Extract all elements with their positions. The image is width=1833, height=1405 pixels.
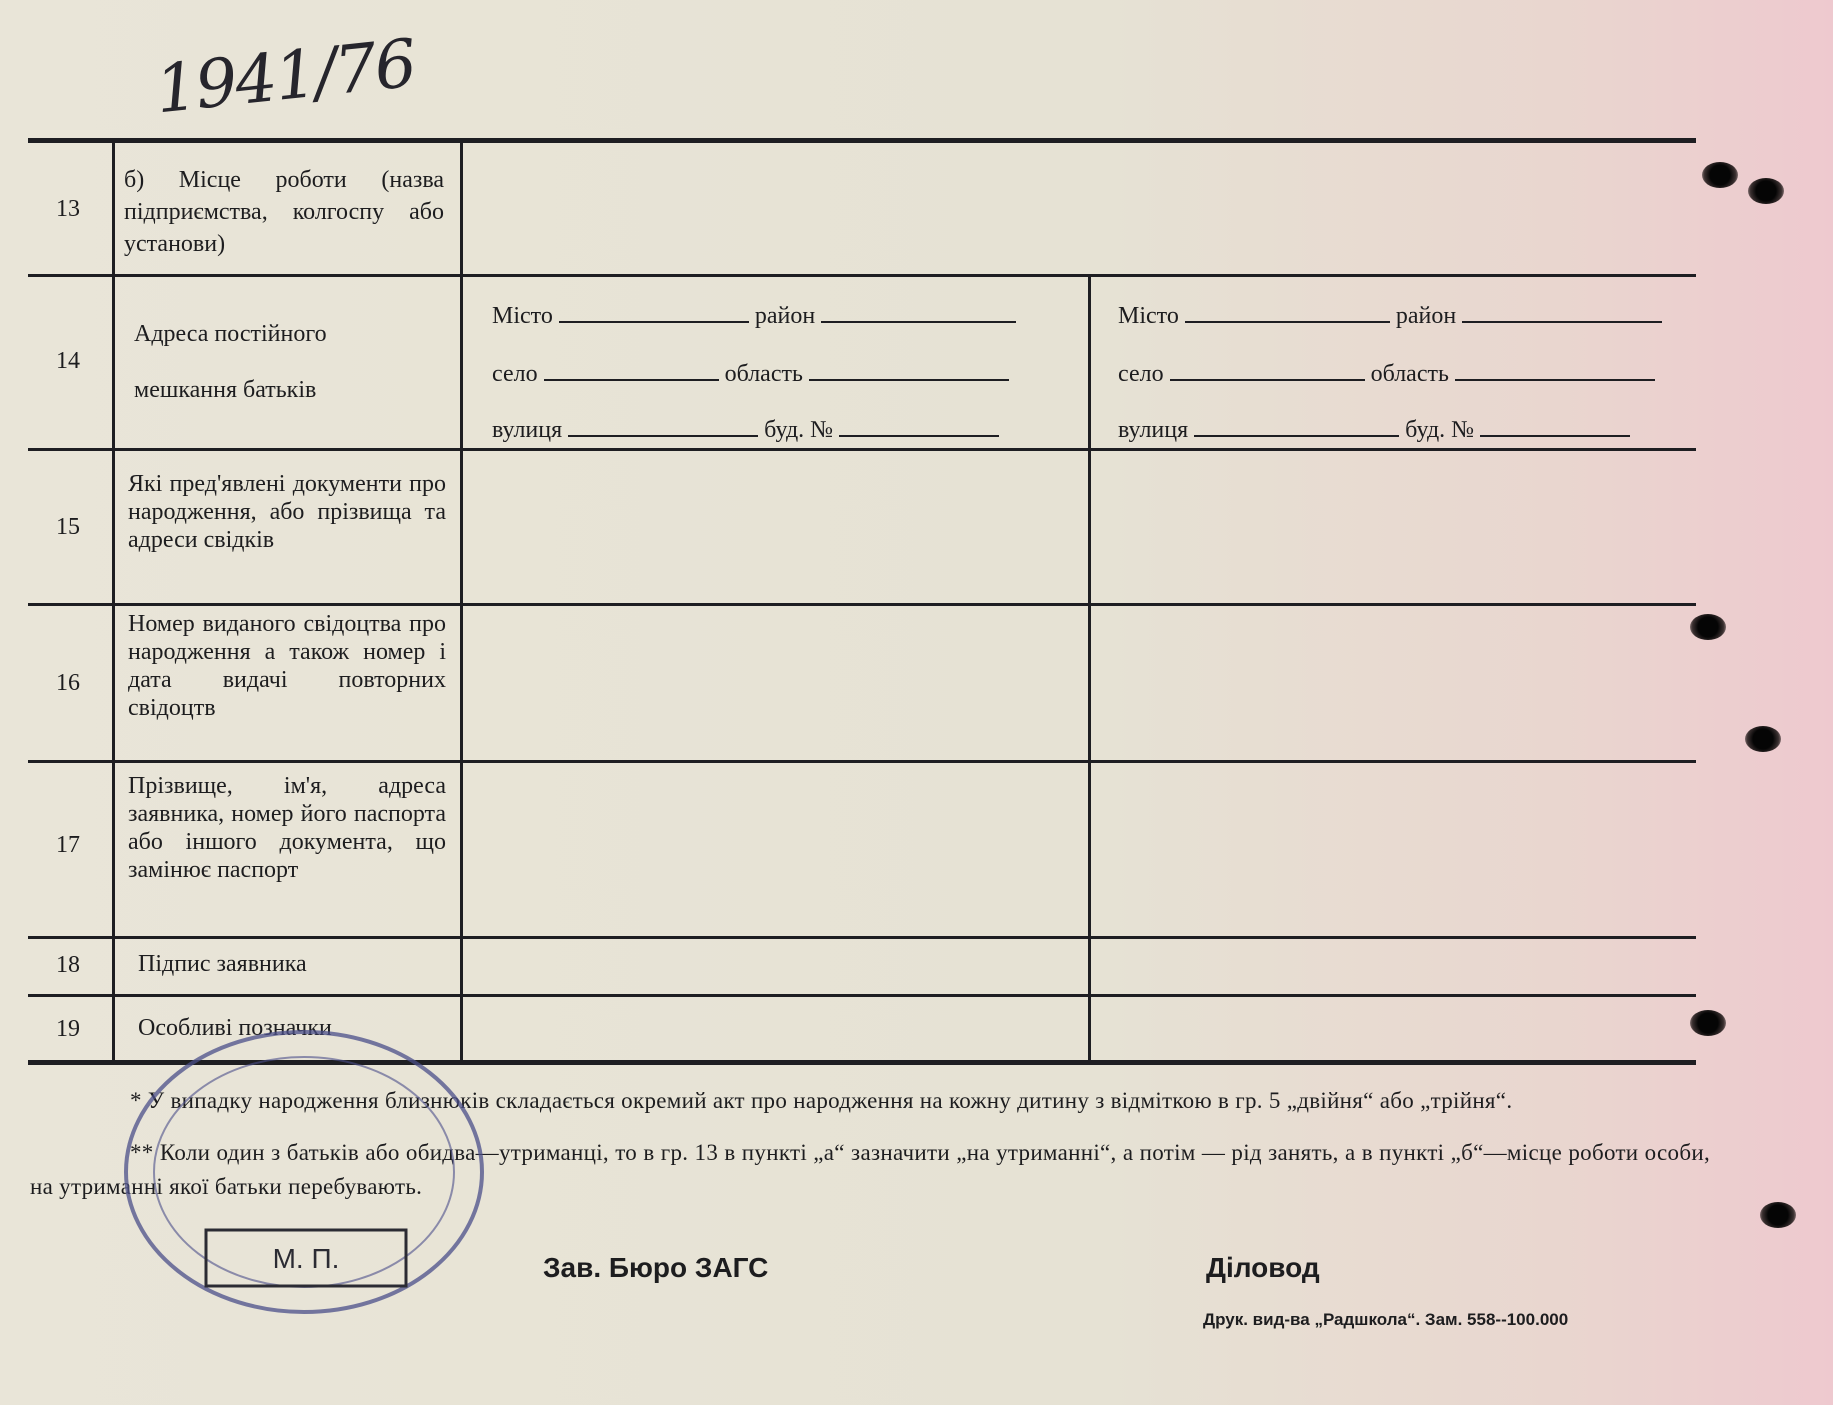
address-line-street-2 — [1118, 417, 1630, 444]
row-number-14: 14 — [56, 348, 80, 374]
village-blank-2[interactable] — [1170, 365, 1365, 381]
row-rule-13 — [28, 274, 1696, 277]
address-line-city-2 — [1118, 303, 1662, 330]
street-blank-1[interactable] — [568, 421, 758, 437]
row-label-14-line1: Адреса постійного — [134, 321, 327, 347]
district-label-2: район — [1395, 303, 1457, 329]
binding-hole — [1760, 1202, 1796, 1228]
stamp-label: М. П. — [272, 1243, 340, 1274]
col-rule-mid — [1088, 276, 1091, 1062]
city-blank-2[interactable] — [1185, 307, 1390, 323]
binding-hole — [1745, 726, 1781, 752]
region-label-2: область — [1370, 361, 1449, 387]
row-rule-14 — [28, 448, 1696, 451]
row-label-17: Прізвище, ім'я, адреса заявника, номер його паспорта або іншого документа, що замінює паспорт — [128, 773, 446, 883]
street-label-1: вулиця — [492, 417, 563, 443]
binding-hole — [1690, 614, 1726, 640]
footnote-dependents-text: ** Коли один з батьків або обидва—утриманці, то в гр. 13 в пункті „а“ зазначити „на утриманні“, а потім — рід занять, а в пункті „б“—місце роботи особи, на утриманні якої батьки перебувають. — [30, 1140, 1710, 1199]
district-blank-1[interactable] — [821, 307, 1016, 323]
table-top-rule — [28, 138, 1696, 143]
row-rule-18 — [28, 994, 1696, 997]
col-rule-num — [112, 142, 115, 1062]
address-line-village-1 — [492, 361, 1009, 388]
building-blank-1[interactable] — [839, 421, 999, 437]
row-label-18: Підпис заявника — [138, 951, 307, 977]
row-number-17: 17 — [56, 832, 80, 858]
row-number-19: 19 — [56, 1016, 80, 1042]
row-number-16: 16 — [56, 670, 80, 696]
city-blank-1[interactable] — [559, 307, 749, 323]
street-label-2: вулиця — [1118, 417, 1189, 443]
row-label-14-line2: мешкання батьків — [134, 377, 317, 403]
address-line-village-2 — [1118, 361, 1655, 388]
address-line-street-1 — [492, 417, 999, 444]
official-stamp — [118, 1022, 490, 1322]
district-label-1: район — [754, 303, 816, 329]
row-label-15: Які пред'явлені документи про народження, або прізвища та адреси свідків — [128, 471, 446, 553]
handwritten-number: 1941/76 — [151, 24, 419, 129]
col-rule-label — [460, 142, 463, 1062]
building-blank-2[interactable] — [1480, 421, 1630, 437]
building-label-1: буд. № — [764, 417, 834, 443]
row-number-15: 15 — [56, 514, 80, 540]
row-label-19: Особливі позначки — [138, 1015, 332, 1041]
building-label-2: буд. № — [1405, 417, 1475, 443]
village-label-2: село — [1118, 361, 1164, 387]
footnote-twins-text: * У випадку народження близнюків складається окремий акт про народження на кожну дитину з відміткою в гр. 5 „двійня“ або „трійня“. — [130, 1088, 1513, 1113]
row-rule-17 — [28, 936, 1696, 939]
binding-hole — [1748, 178, 1784, 204]
city-label-1: Місто — [492, 303, 553, 329]
region-blank-2[interactable] — [1455, 365, 1655, 381]
signature-clerk: Діловод — [1206, 1252, 1320, 1283]
village-label-1: село — [492, 361, 538, 387]
village-blank-1[interactable] — [544, 365, 719, 381]
district-blank-2[interactable] — [1462, 307, 1662, 323]
region-label-1: область — [724, 361, 803, 387]
region-blank-1[interactable] — [809, 365, 1009, 381]
row-label-13: б) Місце роботи (назва підприємства, колгоспу або установи) — [124, 167, 444, 257]
address-line-city-1 — [492, 303, 1016, 330]
row-rule-15 — [28, 603, 1696, 606]
row-rule-16 — [28, 760, 1696, 763]
street-blank-2[interactable] — [1194, 421, 1399, 437]
signature-head-registry: Зав. Бюро ЗАГС — [543, 1252, 769, 1283]
binding-hole — [1702, 162, 1738, 188]
row-number-18: 18 — [56, 952, 80, 978]
city-label-2: Місто — [1118, 303, 1179, 329]
print-info: Друк. вид-ва „Радшкола“. Зам. 558--100.000 — [1203, 1310, 1569, 1329]
row-label-16: Номер виданого свідоцтва про народження а також номер і дата видачі повторних свідоцтв — [128, 611, 446, 721]
row-number-13: 13 — [56, 196, 80, 222]
binding-hole — [1690, 1010, 1726, 1036]
